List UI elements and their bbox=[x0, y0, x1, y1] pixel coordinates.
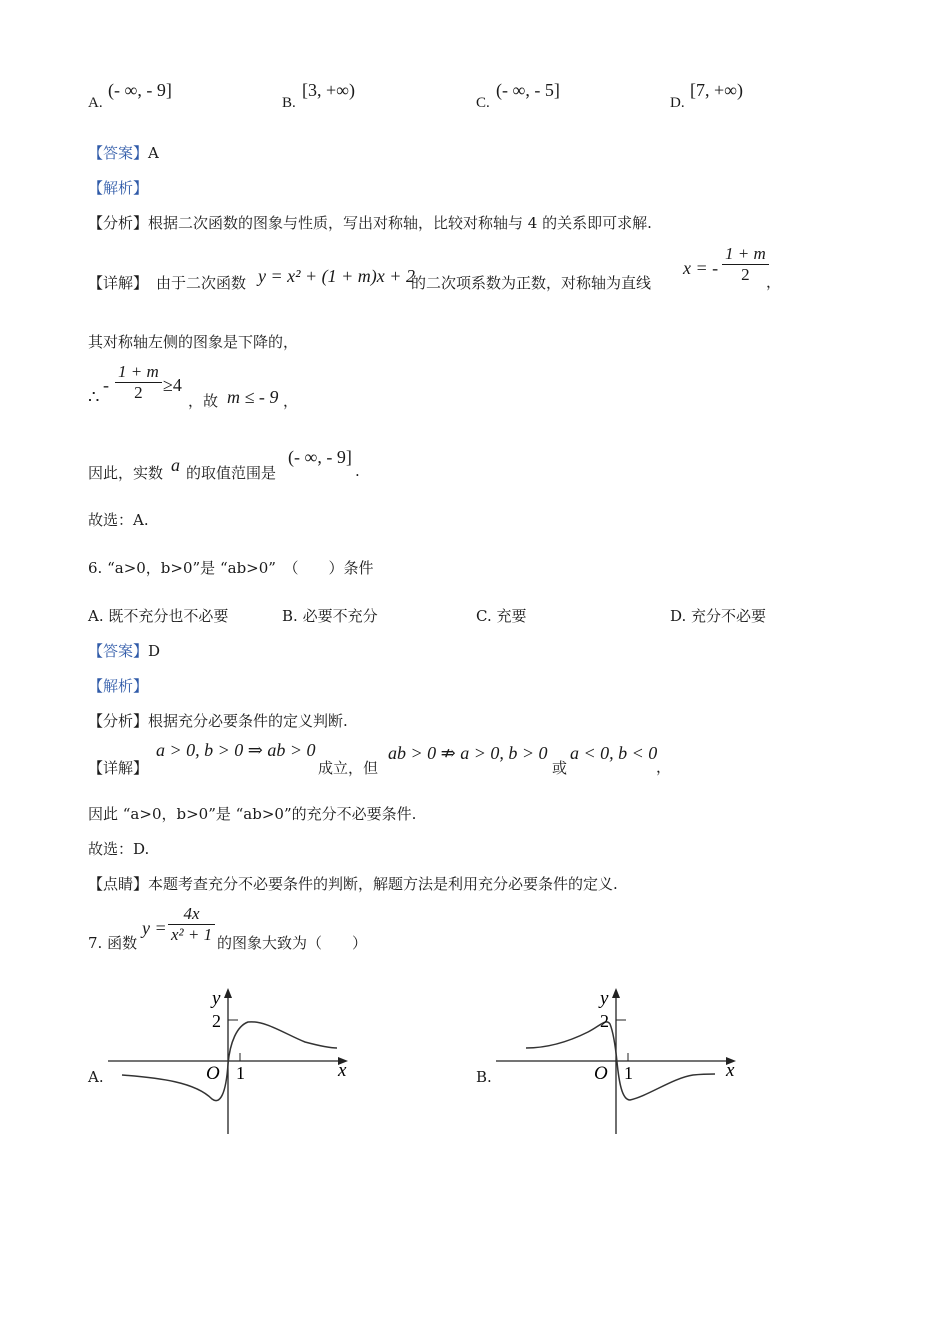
graph-b-y-label: y bbox=[600, 988, 609, 1009]
q6-mid1: 成立，但 bbox=[318, 759, 379, 777]
fenxi-tag: 【分析】 bbox=[88, 214, 149, 232]
detail-pre: 由于二次函数 bbox=[156, 274, 247, 292]
q6-answer-value: D bbox=[148, 642, 161, 660]
ineq-fraction bbox=[115, 362, 162, 403]
axis-fraction bbox=[722, 244, 769, 285]
q6-option-d-label: D. bbox=[670, 607, 687, 625]
q6-answer-line bbox=[88, 640, 160, 661]
axis-denominator: 2 bbox=[722, 264, 769, 285]
q7-func-denominator: x² + 1 bbox=[168, 924, 215, 945]
graph-b-tick-x-label: 1 bbox=[624, 1063, 633, 1083]
q6-option-d-text: 充分不必要 bbox=[691, 607, 767, 625]
graph-b-label: B. bbox=[476, 1068, 492, 1086]
graph-b bbox=[488, 982, 748, 1142]
ineq-numerator: 1 + m bbox=[118, 362, 159, 381]
answer-value: A bbox=[148, 144, 159, 162]
q6-option-c bbox=[476, 605, 527, 626]
graph-a bbox=[100, 982, 360, 1142]
q6-mid2: 或 bbox=[552, 759, 568, 777]
q7-func-fraction bbox=[168, 904, 215, 945]
q7-stem-pre: 7. 函数 bbox=[88, 934, 138, 952]
q6-fenxi-line bbox=[88, 710, 348, 731]
q6-dianjing-line bbox=[88, 873, 618, 894]
graph-b-y-arrow bbox=[612, 988, 620, 998]
detail-func: y = x² + (1 + m)x + 2 bbox=[258, 266, 415, 286]
q6-answer-tag: 【答案】 bbox=[88, 642, 149, 660]
q6-concl: 因此 “a>0，b>0”是 “ab>0”的充分不必要条件. bbox=[88, 805, 417, 823]
ineq-end: ， bbox=[283, 392, 299, 410]
axis-numerator: 1 + m bbox=[725, 244, 766, 263]
concl-interval: (- ∞, - 9] bbox=[288, 447, 352, 467]
q6-choose: 故选：D. bbox=[88, 840, 150, 858]
concl-end: . bbox=[355, 462, 360, 480]
graph-a-origin-label: O bbox=[206, 1063, 220, 1084]
graph-a-tick-x-label: 1 bbox=[236, 1063, 245, 1083]
analysis-tag: 【解析】 bbox=[88, 179, 149, 197]
ineq-mid: ，故 bbox=[188, 392, 219, 410]
graph-b-tick-y-label: 2 bbox=[600, 1011, 609, 1031]
graph-a-x-label: x bbox=[338, 1060, 347, 1081]
q7-func-numerator: 4x bbox=[183, 904, 200, 923]
dianjing-tag: 【点睛】 bbox=[88, 875, 149, 893]
q6-impl2: ab > 0 ⇏ a > 0, b > 0 bbox=[388, 743, 548, 763]
q5-choose: 故选：A. bbox=[88, 511, 149, 529]
q6-option-a bbox=[88, 605, 228, 626]
concl-pre: 因此，实数 bbox=[88, 464, 164, 482]
q6-option-b bbox=[282, 605, 378, 626]
therefore-symbol: ∴ bbox=[88, 387, 100, 407]
q6-end: ， bbox=[656, 758, 672, 776]
option-d-interval: [7, +∞) bbox=[690, 80, 743, 100]
ineq-denominator: 2 bbox=[115, 382, 162, 403]
detail-mid: 的二次项系数为正数，对称轴为直线 bbox=[411, 274, 652, 292]
option-a-label: A. bbox=[88, 95, 103, 111]
graph-a-label: A. bbox=[88, 1068, 104, 1086]
option-c-interval: (- ∞, - 5] bbox=[496, 80, 560, 100]
q5-fenxi-line bbox=[88, 212, 652, 233]
graph-a-y-label: y bbox=[212, 988, 221, 1009]
option-b-interval: [3, +∞) bbox=[302, 80, 355, 100]
q6-impl3: a < 0, b < 0 bbox=[570, 743, 658, 763]
q6-option-a-label: A. bbox=[88, 607, 104, 625]
q6-impl1: a > 0, b > 0 ⇒ ab > 0 bbox=[156, 740, 316, 760]
option-d-label: D. bbox=[670, 95, 685, 111]
q6-option-a-text: 既不充分也不必要 bbox=[108, 607, 229, 625]
ineq-post: ≥4 bbox=[163, 375, 182, 395]
q5-answer-line bbox=[88, 142, 159, 163]
q6-fenxi-tag: 【分析】 bbox=[88, 712, 149, 730]
graph-b-origin-label: O bbox=[594, 1063, 608, 1084]
ineq-minus: - bbox=[103, 375, 109, 395]
q6-option-d bbox=[670, 605, 766, 626]
q6-option-b-text: 必要不充分 bbox=[302, 607, 378, 625]
option-b-label: B. bbox=[282, 95, 296, 111]
detail-tag: 【详解】 bbox=[88, 274, 149, 292]
q6-detail-tag: 【详解】 bbox=[88, 759, 149, 777]
q6-stem: 6. “a>0，b>0”是 “ab>0” （ ）条件 bbox=[88, 559, 374, 577]
concl-var: a bbox=[171, 455, 180, 475]
graph-b-x-label: x bbox=[726, 1060, 735, 1081]
axis-comma: ， bbox=[766, 273, 782, 291]
option-a-interval: (- ∞, - 9] bbox=[108, 80, 172, 100]
q6-option-c-text: 充要 bbox=[496, 607, 527, 625]
axis-lhs: x = - bbox=[683, 258, 719, 278]
q6-analysis-tag: 【解析】 bbox=[88, 677, 149, 695]
q5-line2: 其对称轴左侧的图象是下降的， bbox=[88, 333, 299, 351]
q6-option-b-label: B. bbox=[282, 607, 298, 625]
dianjing-text: 本题考查充分不必要条件的判断，解题方法是利用充分必要条件的定义. bbox=[148, 875, 618, 893]
q6-option-c-label: C. bbox=[476, 607, 492, 625]
graph-a-y-arrow bbox=[224, 988, 232, 998]
fenxi-text: 根据二次函数的图象与性质，写出对称轴，比较对称轴与 4 的关系即可求解. bbox=[148, 214, 652, 232]
q7-stem-post: 的图象大致为（ ） bbox=[217, 934, 368, 952]
concl-mid: 的取值范围是 bbox=[186, 464, 277, 482]
answer-tag: 【答案】 bbox=[88, 144, 149, 162]
option-c-label: C. bbox=[476, 95, 490, 111]
graph-a-tick-y-label: 2 bbox=[212, 1011, 221, 1031]
q6-fenxi-text: 根据充分必要条件的定义判断. bbox=[148, 712, 348, 730]
q7-func-lhs: y = bbox=[142, 918, 167, 938]
ineq-result: m ≤ - 9 bbox=[227, 387, 279, 407]
